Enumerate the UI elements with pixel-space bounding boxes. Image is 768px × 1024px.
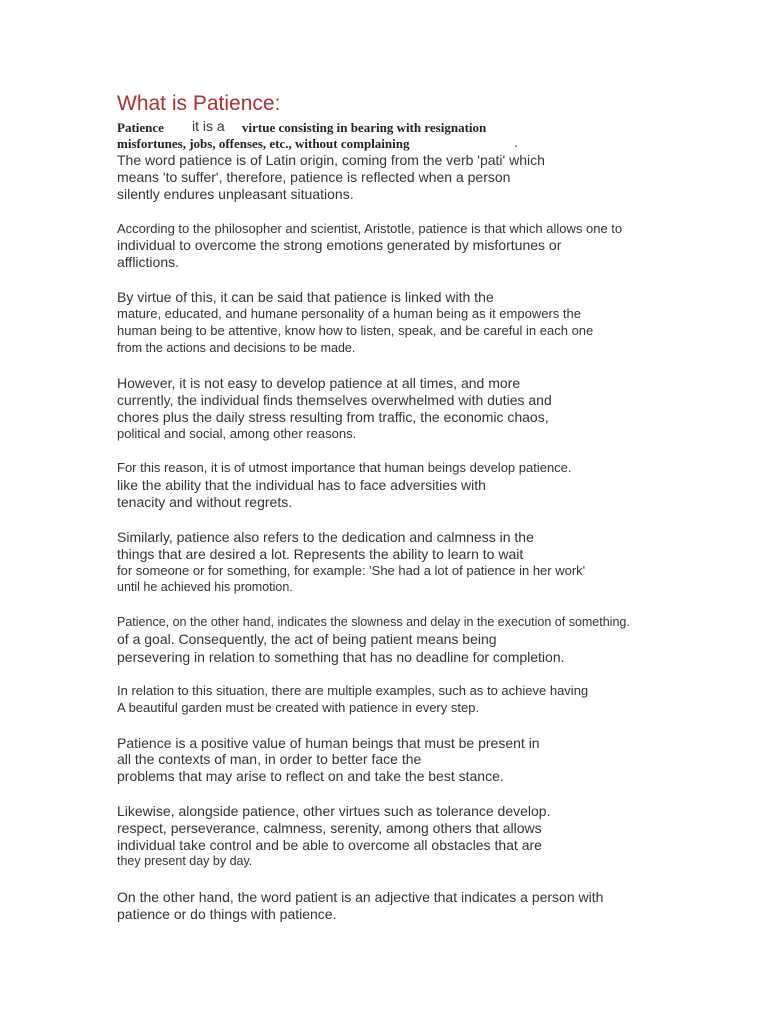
paragraph-line: Likewise, alongside patience, other virtues such as tolerance develop. [117, 803, 551, 819]
paragraph-line: tenacity and without regrets. [117, 494, 293, 510]
paragraph-line: patience or do things with patience. [117, 906, 337, 922]
paragraph-line: silently endures unpleasant situations. [117, 186, 354, 202]
paragraph-line: persevering in relation to something that has no deadline for completion. [117, 649, 565, 665]
paragraph-line: In relation to this situation, there are multiple examples, such as to achieve having [117, 683, 589, 698]
paragraph-line: chores plus the daily stress resulting from traffic, the economic chaos, [117, 409, 549, 425]
page-title: What is Patience: [117, 92, 281, 115]
definition-line2: misfortunes, jobs, offenses, etc., without complaining [117, 136, 410, 151]
paragraph-line: afflictions. [117, 254, 179, 270]
paragraph-line: Patience, on the other hand, indicates the slowness and delay in the execution of something. [117, 615, 630, 629]
paragraph-line: of a goal. Consequently, the act of being patient means being [117, 631, 497, 647]
paragraph-line: On the other hand, the word patient is an adjective that indicates a person with [117, 889, 604, 905]
paragraph-line: problems that may arise to reflect on and take the best stance. [117, 768, 504, 784]
paragraph-line: political and social, among other reasons. [117, 426, 357, 441]
paragraph-line: However, it is not easy to develop patience at all times, and more [117, 375, 521, 391]
paragraph-line: all the contexts of man, in order to better face the [117, 751, 422, 767]
definition-term: Patience [117, 120, 164, 135]
paragraph-line: individual take control and be able to overcome all obstacles that are [117, 837, 542, 853]
paragraph-line: for someone or for something, for example: 'She had a lot of patience in her work' [117, 563, 586, 578]
paragraph-line: For this reason, it is of utmost importance that human beings develop patience. [117, 460, 572, 475]
paragraph-line: they present day by day. [117, 854, 253, 868]
paragraph-line: Similarly, patience also refers to the dedication and calmness in the [117, 529, 534, 545]
paragraph-line: human being to be attentive, know how to listen, speak, and be careful in each one [117, 323, 594, 338]
paragraph-line: means 'to suffer', therefore, patience is reflected when a person [117, 169, 511, 185]
paragraph-line: until he achieved his promotion. [117, 580, 293, 594]
paragraph-line: things that are desired a lot. Represents the ability to learn to wait [117, 546, 524, 562]
paragraph-line: Patience is a positive value of human beings that must be present in [117, 735, 540, 751]
paragraph-line: The word patience is of Latin origin, coming from the verb 'pati' which [117, 152, 545, 168]
paragraph-line: According to the philosopher and scientist, Aristotle, patience is that which allows one to [117, 221, 623, 236]
definition-connector: it is a [192, 118, 225, 134]
paragraph-line: A beautiful garden must be created with patience in every step. [117, 700, 480, 715]
paragraph-line: respect, perseverance, calmness, serenity, among others that allows [117, 820, 542, 836]
definition-line1: virtue consisting in bearing with resignation [242, 120, 487, 135]
paragraph-line: mature, educated, and humane personality of a human being as it empowers the [117, 306, 581, 321]
paragraph-line: from the actions and decisions to be made. [117, 341, 356, 355]
paragraph-line: By virtue of this, it can be said that patience is linked with the [117, 289, 494, 305]
paragraph-line: like the ability that the individual has to face adversities with [117, 477, 486, 493]
definition-period: . [514, 134, 518, 150]
paragraph-line: individual to overcome the strong emotions generated by misfortunes or [117, 237, 562, 253]
paragraph-line: currently, the individual finds themselves overwhelmed with duties and [117, 392, 552, 408]
